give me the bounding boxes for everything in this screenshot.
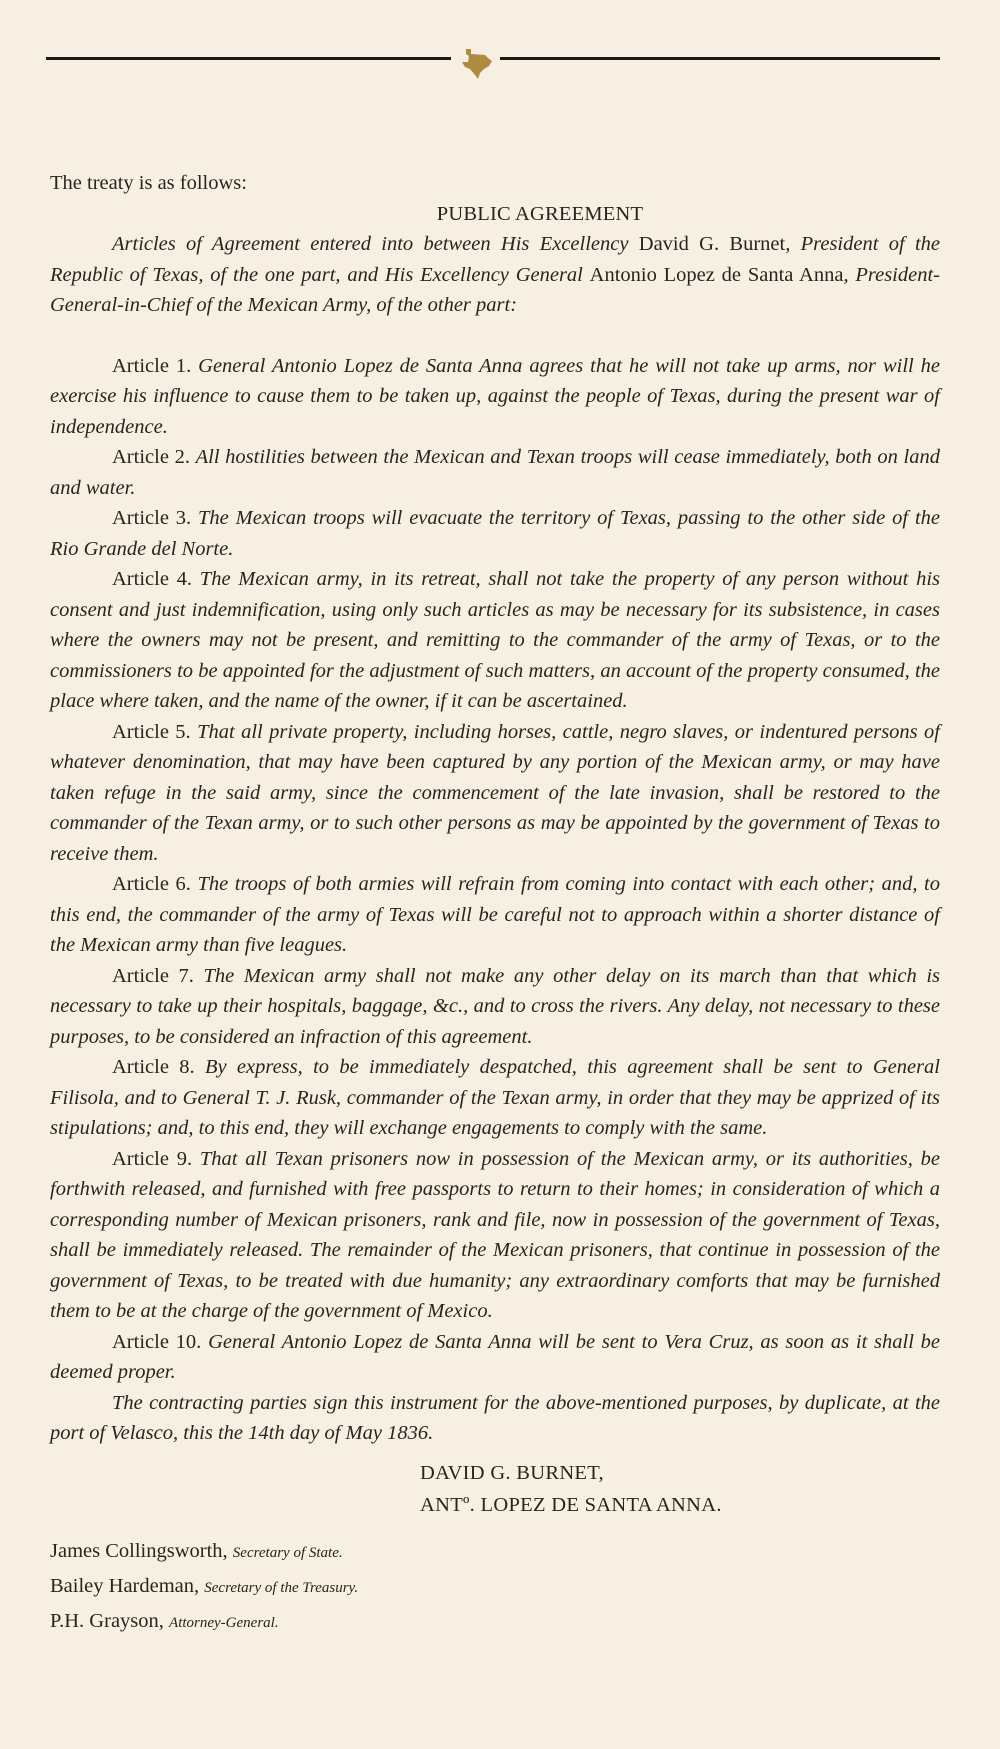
- official-collingsworth: [50, 1535, 940, 1570]
- official-name: Bailey Hardeman,: [50, 1574, 205, 1597]
- treaty-text: [50, 168, 940, 1640]
- article-2: [50, 442, 940, 503]
- article-label: Article 6.: [112, 873, 198, 895]
- signatory-santa-anna: ANTº. LOPEZ DE SANTA ANNA.: [420, 1493, 722, 1516]
- articles-list: [50, 351, 940, 1388]
- signatories: [420, 1457, 940, 1521]
- officials-list: [50, 1535, 940, 1640]
- article-text: That all Texan prisoners now in possession of the Mexican army, or its authorities, be forthwith released, and furnished with free passports to return to their homes; in consideration of which a corresponding number of Mexican prisoners, rank and file, now in possession of the government of Texas, shall be immediately released. The remainder of the Mexican prisoners, that continue in possession of the government of Texas, to be treated with due humanity; any extraordinary comforts that may be furnished them to be at the charge of the government of Mexico.: [50, 1147, 940, 1322]
- article-8: [50, 1052, 940, 1144]
- preamble-name-burnet: David G. Burnet: [638, 233, 786, 255]
- signatory-burnet: DAVID G. BURNET,: [420, 1461, 604, 1484]
- article-9: [50, 1144, 940, 1327]
- article-text: General Antonio Lopez de Santa Anna agrees that he will not take up arms, nor will he exercise his influence to cause them to be taken up, against the people of Texas, during the present war of independence.: [50, 354, 940, 438]
- preamble-part-3: , President-General-in-Chief of the Mexican Army, of the other part:: [50, 263, 940, 316]
- article-label: Article 8.: [112, 1056, 205, 1078]
- article-label: Article 3.: [112, 507, 199, 529]
- intro-line: The treaty is as follows:: [50, 172, 247, 194]
- official-name: P.H. Grayson,: [50, 1609, 170, 1632]
- article-label: Article 4.: [112, 568, 200, 590]
- texas-star-icon: [456, 40, 496, 80]
- official-role: Attorney-General.: [169, 1614, 279, 1631]
- article-4: [50, 564, 940, 717]
- official-role: Secretary of State.: [232, 1544, 343, 1561]
- article-label: Article 1.: [112, 354, 199, 377]
- article-3: [50, 503, 940, 564]
- article-label: Article 2.: [112, 446, 196, 468]
- article-text: The troops of both armies will refrain from coming into contact with each other; and, to this end, the commander of the army of Texas will be careful not to approach within a shorter distance of the Mexican army than five leagues.: [50, 873, 940, 956]
- article-text: By express, to be immediately despatched, this agreement shall be sent to General Filisola, and to General T. J. Rusk, commander of the Texan army, in order that they may be apprized of its stipulations; and, to this end, they will exchange engagements to comply with the same.: [50, 1056, 940, 1139]
- article-1: [50, 351, 940, 443]
- article-6: [50, 869, 940, 961]
- article-label: Article 10.: [112, 1330, 209, 1353]
- article-label: Article 5.: [112, 720, 198, 743]
- article-text: The Mexican army shall not make any other delay on its march than that which is necessary to take up their hospitals, baggage, &c., and to cross the rivers. Any delay, not necessary to these purposes, to be considered an infraction of this agreement.: [50, 964, 941, 1048]
- preamble-part-2: , President of the Republic of Texas, of the one part, and His Excellency General: [50, 233, 941, 286]
- spacer: [50, 321, 940, 351]
- article-text: All hostilities between the Mexican and Texan troops will cease immediately, both on land and water.: [50, 446, 940, 499]
- closing-paragraph: The contracting parties sign this instrument for the above-mentioned purposes, by duplicate, at the port of Velasco, this the 14th day of May 1836.: [50, 1391, 940, 1444]
- right-divider: [500, 57, 940, 60]
- article-label: Article 7.: [112, 964, 204, 987]
- article-text: The Mexican troops will evacuate the territory of Texas, passing to the other side of the Rio Grande del Norte.: [50, 507, 941, 560]
- page-title: PUBLIC AGREEMENT: [436, 202, 644, 225]
- preamble-name-santa-anna: Antonio Lopez de Santa Anna: [589, 263, 844, 286]
- article-5: [50, 717, 940, 870]
- article-label: Article 9.: [112, 1147, 200, 1170]
- header-ornament: [46, 40, 940, 90]
- article-text: The Mexican army, in its retreat, shall not take the property of any person without his consent and just indemnification, using only such articles as may be necessary for its subsistence, in cases where the owners may not be present, and remitting to the commander of the army of Texas, or to the commissioners to be appointed for the adjustment of such matters, an account of the property consumed, the place where taken, and the name of the owner, if it can be ascertained.: [50, 568, 941, 712]
- official-grayson: [50, 1605, 940, 1640]
- article-text: General Antonio Lopez de Santa Anna will be sent to Vera Cruz, as soon as it shall be deemed proper.: [50, 1330, 941, 1383]
- preamble: [50, 229, 940, 321]
- preamble-part-1: Articles of Agreement entered into between His Excellency: [112, 233, 639, 255]
- official-name: James Collingsworth,: [50, 1539, 233, 1562]
- official-hardeman: [50, 1570, 940, 1605]
- article-7: [50, 961, 940, 1053]
- article-text: That all private property, including horses, cattle, negro slaves, or indentured persons of whatever denomination, that may have been captured by any portion of the Mexican army, or may have taken refuge in the said army, since the commencement of the late invasion, shall be restored to the commander of the Texan army, or to such other persons as may be appointed by the government of Texas to receive them.: [50, 720, 940, 865]
- official-role: Secretary of the Treasury.: [204, 1579, 359, 1596]
- left-divider: [46, 57, 451, 60]
- article-10: [50, 1327, 940, 1388]
